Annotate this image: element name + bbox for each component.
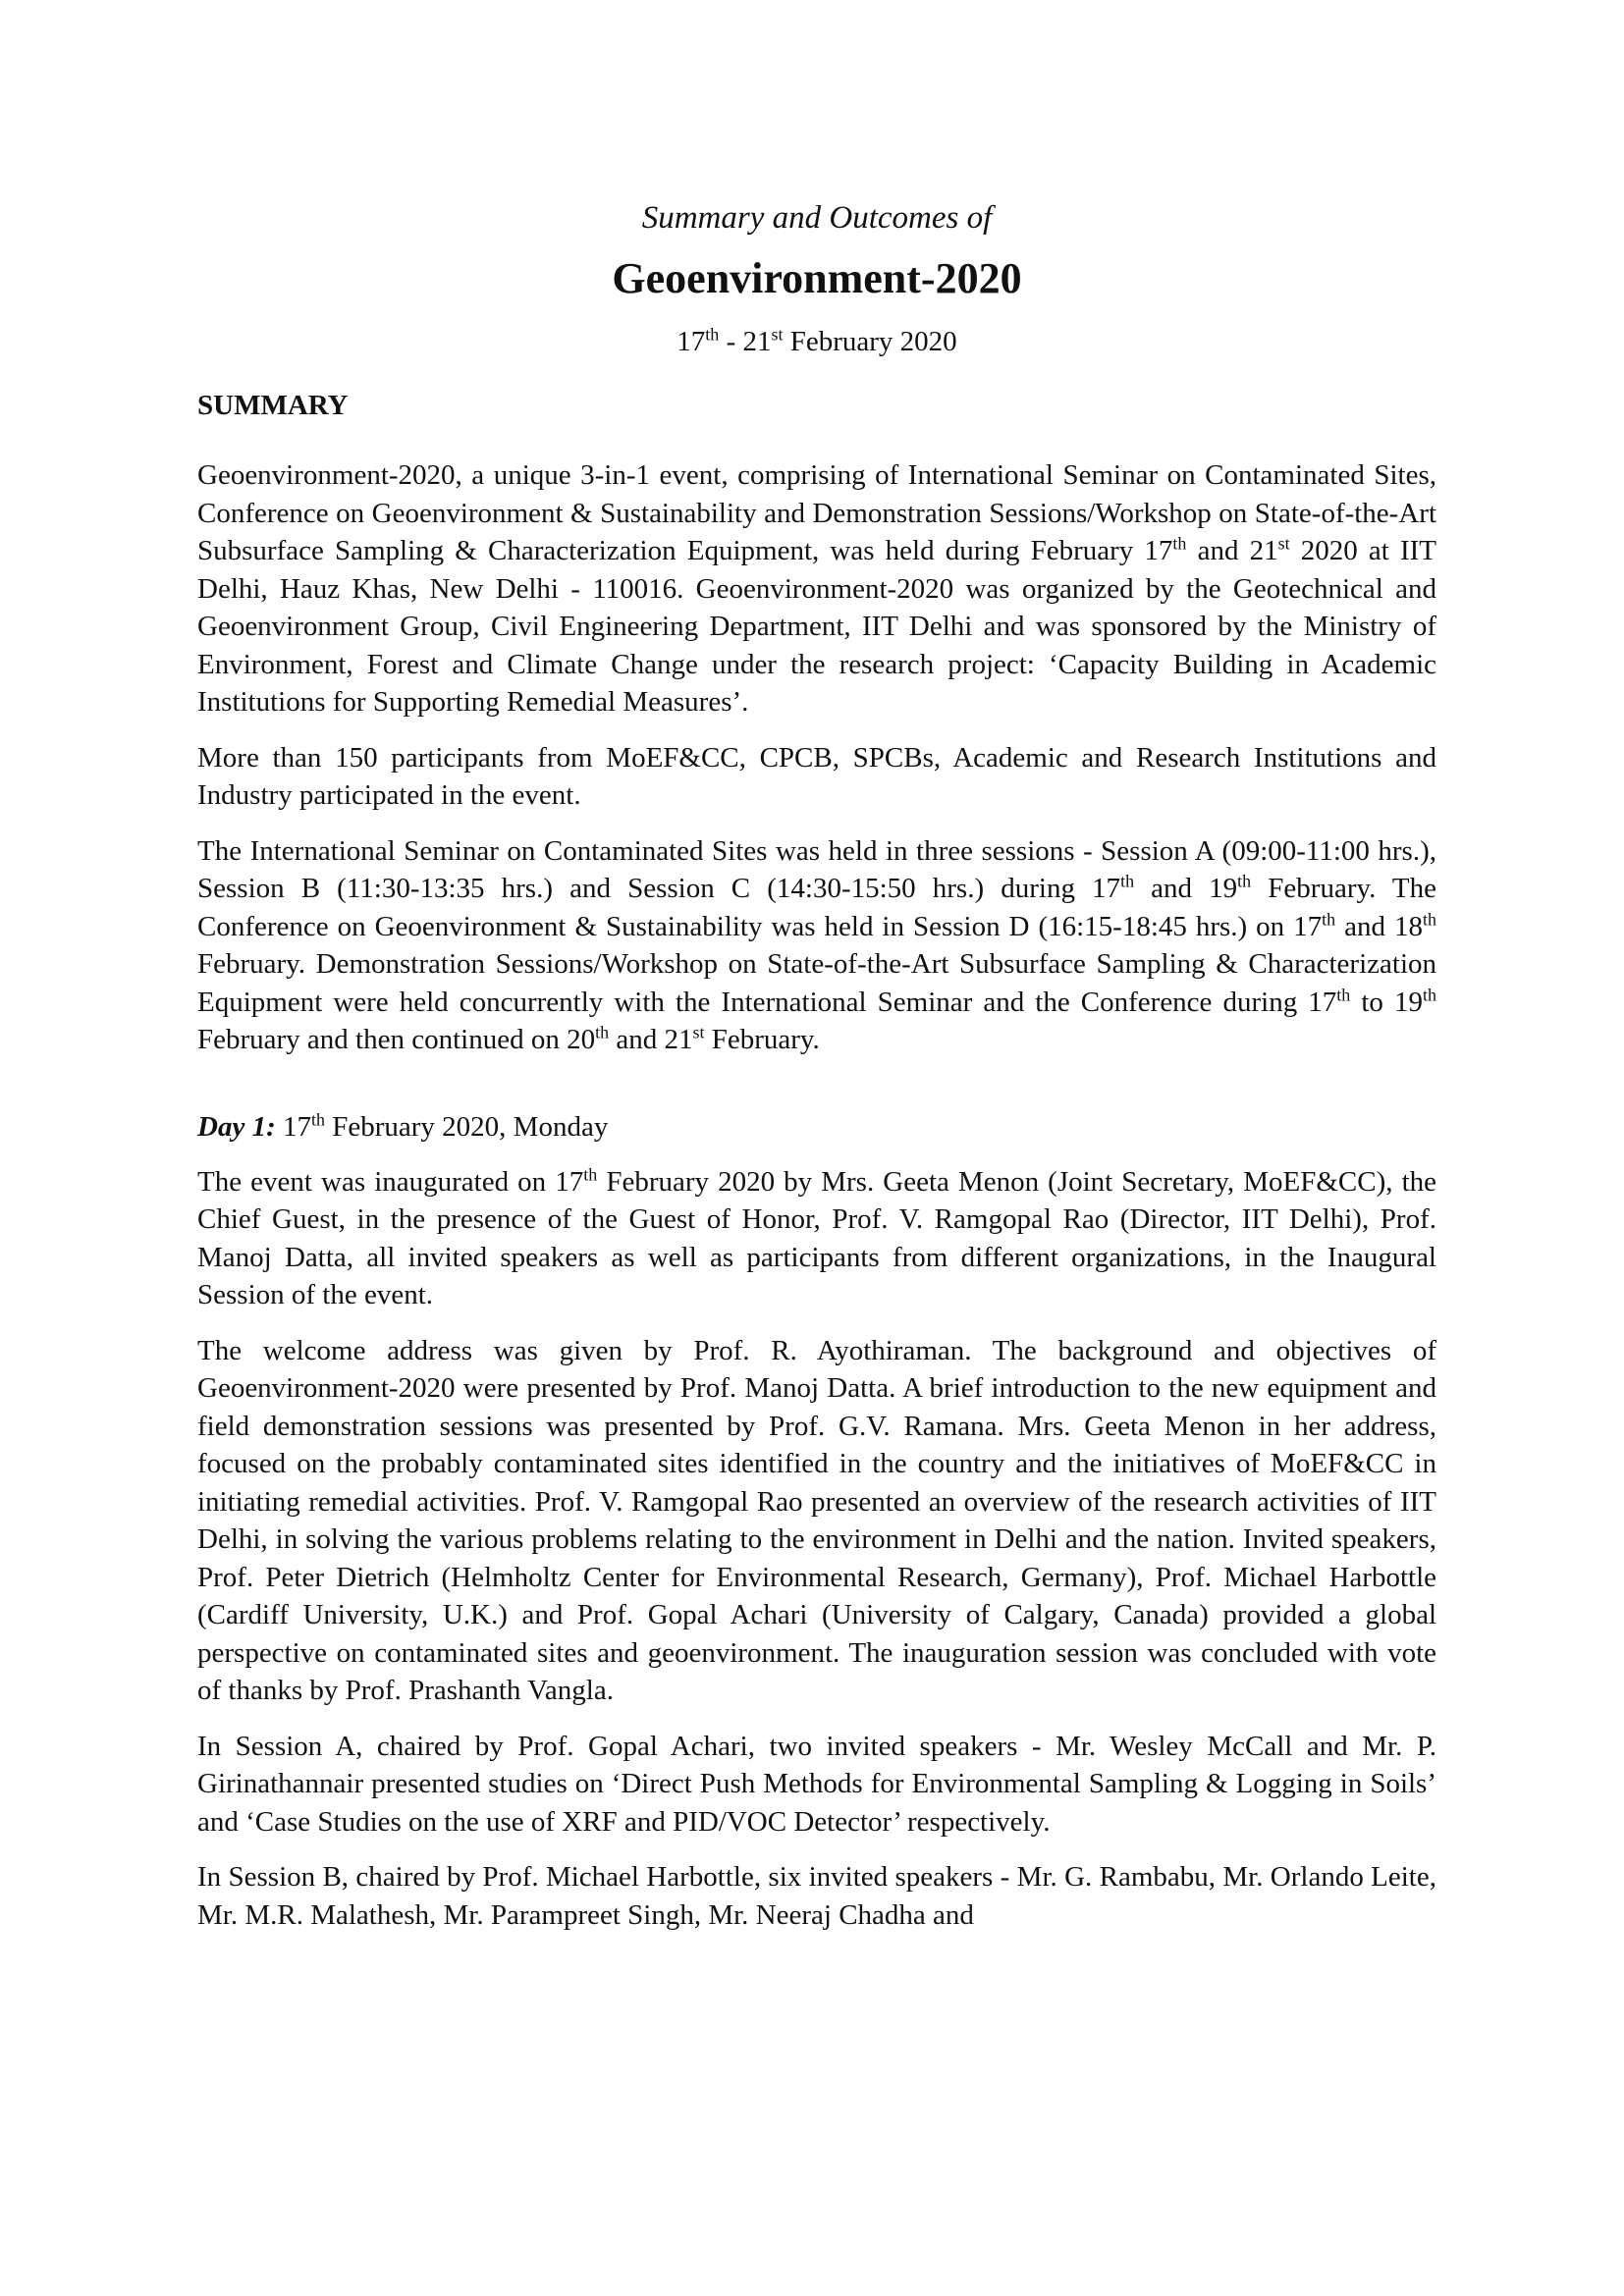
summary-paragraph-2: More than 150 participants from MoEF&CC, CPCB, SPCBs, Academic and Research Institutions and Industry participated in the event. — [197, 741, 1436, 811]
summary-paragraph-1: Geoenvironment-2020, a unique 3-in-1 event, comprising of International Seminar on Contaminated Sites, Conference on Geoenvironment & Sustainability and Demonstration Sessions/Workshop on State-of-the-Art Subsurface Sampling & Characterization Equipment, was held during February 17th and 21st 2020 at IIT Delhi, Hauz Khas, New Delhi - 110016. Geoenvironment-2020 was organized by the Geotechnical and Geoenvironment Group, Civil Engineering Department, IIT Delhi and was sponsored by the Ministry of Environment, Forest and Climate Change under the research project: ‘Capacity Building in Academic Institutions for Supporting Remedial Measures’. — [197, 459, 1437, 718]
event-dates: 17th - 21st February 2020 — [677, 324, 957, 357]
summary-paragraph-3: The International Seminar on Contaminated Sites was held in three sessions - Session A (09:00-11:00 hrs.), Session B (11:30-13:35 hrs.) and Session C (14:30-15:50 hrs.) during 17th and 19th February. The Conference on Geoenvironment & Sustainability was held in Session D (16:15-18:45 hrs.) on 17th and 18th February. Demonstration Sessions/Workshop on State-of-the-Art Subsurface Sampling & Characterization Equipment were held concurrently with the International Seminar and the Conference during 17th to 19th February and then continued on 20th and 21st February. — [197, 834, 1437, 1055]
day-1-paragraph-3: In Session A, chaired by Prof. Gopal Achari, two invited speakers - Mr. Wesley McCall and Mr. P. Girinathannair presented studies on ‘Direct Push Methods for Environmental Sampling & Logging in Soils’ and ‘Case Studies on the use of XRF and PID/VOC Detector’ respectively. — [197, 1730, 1436, 1838]
day-1-label: Day 1: — [197, 1110, 276, 1143]
summary-heading: SUMMARY — [197, 390, 349, 421]
day-1-heading: Day 1: 17th February 2020, Monday — [197, 1108, 609, 1143]
document-page — [197, 196, 1436, 1934]
day-1-paragraph-4: In Session B, chaired by Prof. Michael Harbottle, six invited speakers - Mr. G. Rambabu, Mr. Orlando Leite, Mr. M.R. Malathesh, Mr. Parampreet Singh, Mr. Neeraj Chadha and — [197, 1861, 1436, 1931]
document-title: Geoenvironment-2020 — [612, 254, 1022, 302]
day-1-paragraph-2: The welcome address was given by Prof. R. Ayothiraman. The background and objectives of Geoenvironment-2020 were presented by Prof. Manoj Datta. A brief introduction to the new equipment and field demonstration sessions was presented by Prof. G.V. Ramana. Mrs. Geeta Menon in her address, focused on the probably contaminated sites identified in the country and the initiatives of MoEF&CC in initiating remedial activities. Prof. V. Ramgopal Rao presented an overview of the research activities of IIT Delhi, in solving the various problems relating to the environment in Delhi and the nation. Invited speakers, Prof. Peter Dietrich (Helmholtz Center for Environmental Research, Germany), Prof. Michael Harbottle (Cardiff University, U.K.) and Prof. Gopal Achari (University of Calgary, Canada) provided a global perspective on contaminated sites and geoenvironment. The inauguration session was concluded with vote of thanks by Prof. Prashanth Vangla. — [197, 1334, 1436, 1706]
day-1-paragraph-1: The event was inaugurated on 17th February 2020 by Mrs. Geeta Menon (Joint Secretary, MoEF&CC), the Chief Guest, in the presence of the Guest of Honor, Prof. V. Ramgopal Rao (Director, IIT Delhi), Prof. Manoj Datta, all invited speakers as well as participants from different organizations, in the Inaugural Session of the event. — [197, 1163, 1437, 1310]
document-subtitle: Summary and Outcomes of — [641, 200, 993, 236]
